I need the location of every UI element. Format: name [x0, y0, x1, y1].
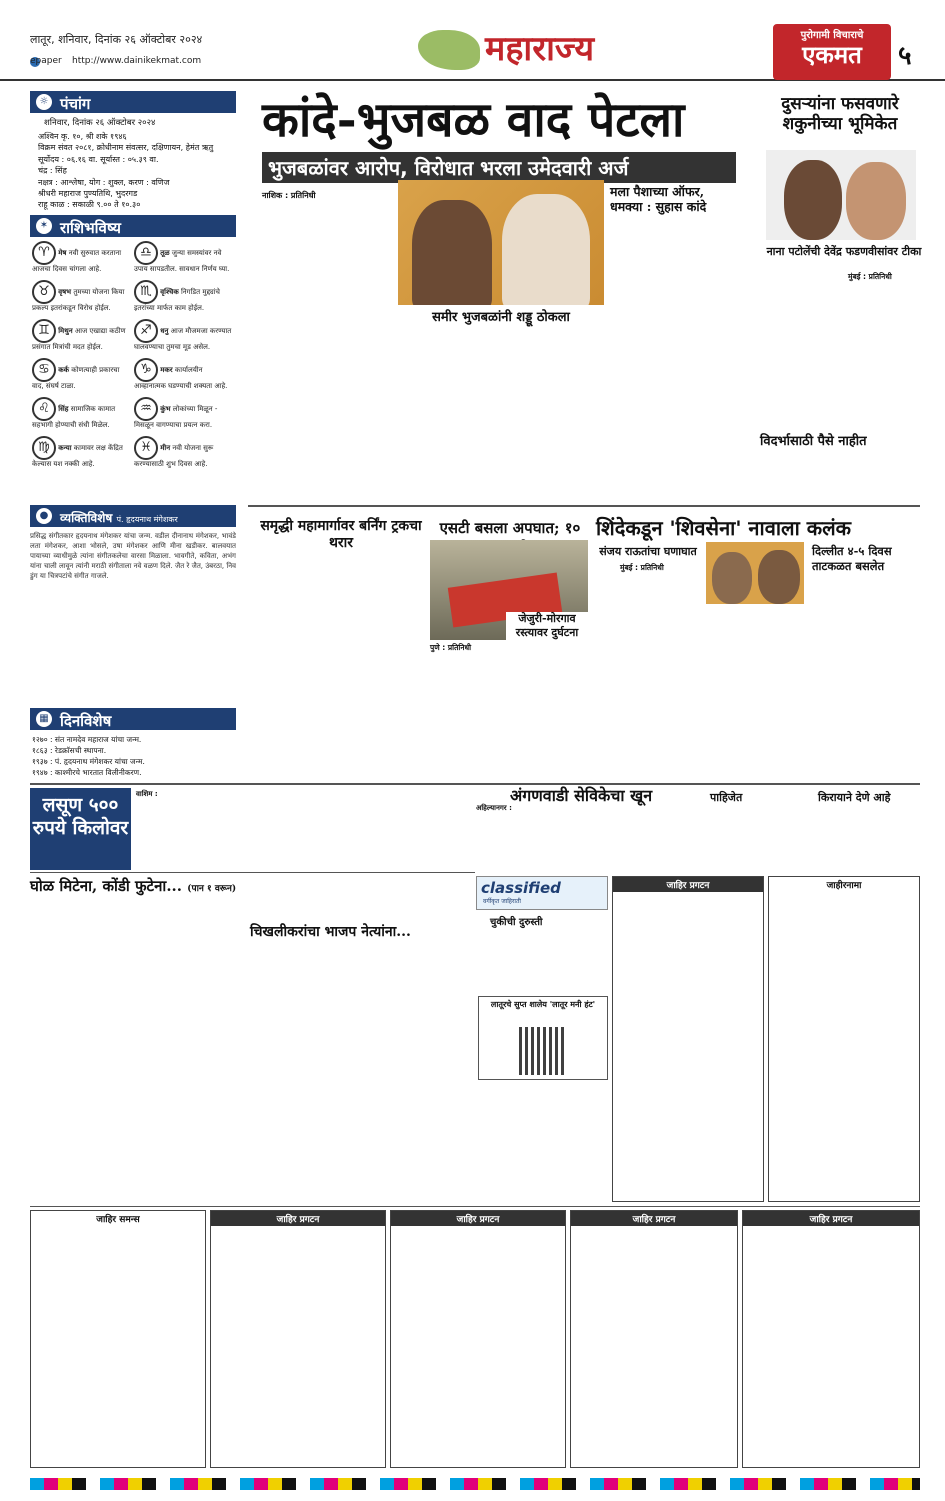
- panchang-line: अश्विन कृ. १०, श्री शके १९४६: [38, 132, 127, 141]
- ghol-body-col2: [250, 895, 466, 920]
- notice-heading: जाहिर प्रगटन: [571, 1211, 737, 1226]
- dinvishesh-item: १२७० : संत नामदेव महाराज यांचा जन्म.: [32, 735, 142, 744]
- politician-photo-left: [412, 200, 492, 310]
- epaper-label: epaper: [30, 56, 62, 66]
- brand-logo: एकमत: [802, 40, 862, 69]
- rashi-grid: [32, 241, 236, 481]
- notice-heading: जाहिर समन्स: [31, 1211, 205, 1226]
- dinvishesh-item: १९३७ : पं. हृदयनाथ मंगेशकर यांचा जन्म.: [32, 757, 145, 766]
- panchang-line: सूर्योदय : ०६.१६ वा. सूर्यास्त : ०५.३९ वा.: [38, 154, 159, 164]
- pisces-icon: ♓: [134, 436, 158, 460]
- school-ad: [478, 996, 608, 1080]
- lead-byline: नाशिक : प्रतिनिधी: [262, 191, 316, 200]
- capricorn-icon: ♑: [134, 358, 158, 382]
- notice-body: [769, 892, 919, 1202]
- notice-ad-6: [570, 1210, 738, 1468]
- rashi-item: ♉ वृषभ तुमच्या योजना किया प्रकल्प इतरांकडून विरोध होईल.: [32, 280, 132, 313]
- tagline: पुरोगामी विचाराचे: [800, 30, 864, 41]
- aquarius-icon: ♒: [134, 397, 158, 421]
- notice-heading: जाहिर प्रगटन: [613, 877, 763, 892]
- bhade-body: [808, 806, 920, 868]
- panchang-line: श्रीधरी महाराज पुण्यतिथि, भुदरगड: [38, 189, 138, 199]
- panchang-line: विक्रम संवत २०८१, क्रोधीनाम संवत्सर, दक्षिणायन, हेमंत ऋतु: [38, 143, 214, 153]
- ghol-body-col1: [30, 895, 246, 1205]
- lead-photo-caption: समीर भुजबळांनी शड्डू ठोकला: [398, 305, 604, 327]
- dinvishesh-list: [32, 734, 236, 778]
- lead-headline: कांदे-भुजबळ वाद पेटला: [262, 92, 685, 148]
- sun-icon: ☼: [36, 94, 52, 110]
- notice-body: [571, 1226, 737, 1466]
- panchang-date: शनिवार, दिनांक २६ ऑक्टोबर २०२४: [44, 118, 156, 128]
- shinde-headline: शिंदेकडून 'शिवसेना' नावाला कलंक: [596, 516, 851, 540]
- lasun-box: [30, 788, 131, 870]
- dinvishesh-title: दिनविशेष: [60, 712, 112, 730]
- cancer-icon: ♋: [32, 358, 56, 382]
- divider: [30, 872, 475, 873]
- epaper-url[interactable]: http://www.dainikekmat.com: [72, 56, 202, 66]
- samruddhi-headline: समृद्धी महामार्गावर बर्निंग ट्रकचा थरार: [260, 518, 422, 551]
- zodiac-icon: ✶: [36, 218, 52, 234]
- stbus-body-2: [506, 656, 588, 781]
- politician-photo-right: [502, 194, 590, 310]
- pahije-body: [688, 806, 798, 868]
- masthead: [0, 0, 945, 84]
- anganwadi-location: अहिल्यानगर :: [476, 804, 512, 812]
- shakuni-byline: मुंबई : प्रतिनिधी: [848, 272, 892, 281]
- stbus-body: [432, 656, 502, 781]
- ghol-headline-text: घोळ मिटेना, कोंडी फुटेना...: [30, 877, 182, 895]
- scorpio-icon: ♏: [134, 280, 158, 304]
- rashi-item: ♓ मीन नवी योजना सुरू करण्यासाठी शुभ दिवस आहे.: [134, 436, 234, 469]
- notice-heading: जाहिर प्रगटन: [743, 1211, 919, 1226]
- notice-ad-2: [768, 876, 920, 1202]
- vyakti-title: व्यक्तिविशेष: [60, 511, 113, 525]
- classified-label: classified: [481, 879, 561, 897]
- section-title: महाराज्य: [485, 29, 595, 69]
- shakuni-body: [762, 285, 918, 425]
- shinde-byline: मुंबई : प्रतिनिधी: [620, 563, 664, 572]
- notice-heading: जाहिर प्रगटन: [211, 1211, 385, 1226]
- map-graphic: [418, 30, 480, 70]
- gemini-icon: ♊: [32, 319, 56, 343]
- vidarbha-headline: विदर्भासाठी पैसे नाहीत: [760, 434, 867, 449]
- page-number: ५: [898, 41, 912, 71]
- rashi-item: ♌ सिंह सामाजिक कामात सहभागी होण्याची संधी मिळेल.: [32, 397, 132, 430]
- vidarbha-body: [760, 450, 918, 505]
- notice-body: [211, 1226, 385, 1466]
- lead-inset-body: [610, 222, 738, 502]
- rashi-item: ♏ वृश्चिक निगडित मुद्द्यांचे इतरांच्या मार्फत काम होईल.: [134, 280, 234, 313]
- brand-box: [773, 24, 891, 80]
- anganwadi-headline: अंगणवाडी सेविकेचा खून: [510, 786, 653, 805]
- taurus-icon: ♉: [32, 280, 56, 304]
- notice-body: [743, 1226, 919, 1466]
- rashi-item: ♒ कुंभ लोकांच्या मिळून - मिसळून वागण्याचा प्रयत्न करा.: [134, 397, 234, 430]
- panchang-line: राहू काळ : सकाळी ९.०० ते १०.३०: [38, 200, 141, 210]
- lead-inset-title: मला पैशाच्या ऑफर, धमक्या : सुहास कांदे: [610, 184, 740, 214]
- panchang-bar: [30, 91, 236, 113]
- shakuni-photo: [766, 150, 916, 240]
- rashi-bar: [30, 215, 236, 237]
- libra-icon: ♎: [134, 241, 158, 265]
- dinvishesh-item: १८६३ : रेडक्रॉसची स्थापना.: [32, 746, 107, 755]
- rashi-item: ♍ कन्या कामावर लक्ष केंद्रित केल्यास यश नक्की आहे.: [32, 436, 132, 469]
- lead-body-col1: [254, 203, 394, 505]
- leo-icon: ♌: [32, 397, 56, 421]
- lead-body-center: [398, 330, 606, 500]
- panchang-title: पंचांग: [60, 95, 91, 113]
- rashi-item: ♊ मिथुन आज एखाद्या कठीण प्रसंगात मित्रांची मदत होईल.: [32, 319, 132, 352]
- color-registration-bar: [30, 1478, 920, 1490]
- lead-subhead: भुजबळांवर आरोप, विरोधात भरला उमेदवारी अर्ज: [262, 152, 736, 183]
- shakuni-caption: नाना पटोलेंची देवेंद्र फडणवीसांवर टीका: [766, 245, 922, 258]
- divider: [30, 783, 920, 785]
- notice-body: [613, 892, 763, 1202]
- chikhli-headline: चिखलीकरांचा भाजप नेत्यांना...: [250, 924, 411, 940]
- anganwadi-body: [476, 812, 682, 870]
- sagittarius-icon: ♐: [134, 319, 158, 343]
- notice-body: [31, 1226, 205, 1466]
- samruddhi-body: [254, 556, 426, 781]
- person-icon: ●: [36, 508, 52, 524]
- notice-heading: जाहीरनामा: [769, 877, 919, 892]
- calendar-icon: ▦: [36, 711, 52, 727]
- lasun-location: वाशिम :: [136, 790, 158, 798]
- rashi-item: ♋ कर्क कोणत्याही प्रकारचा वाद, संघर्ष टाळा.: [32, 358, 132, 391]
- aries-icon: ♈: [32, 241, 56, 265]
- ghol-subhead: (पान १ वरून): [187, 884, 237, 894]
- notice-ad-5: [390, 1210, 566, 1468]
- dateline: लातूर, शनिवार, दिनांक २६ ऑक्टोबर २०२४: [30, 33, 203, 46]
- school-ad-title: लातूरचे सुप्त शालेय 'लातूर मनी हंट': [490, 1000, 596, 1009]
- rashi-item: ♎ तूळ जुन्या समस्यांवर नवे उपाय सापडतील. सावधान निर्णय घ्या.: [134, 241, 234, 274]
- dinvishesh-bar: [30, 708, 236, 730]
- vyakti-subtitle: पं. हृदयनाथ मंगेशकर: [116, 515, 178, 524]
- vyakti-body: प्रसिद्ध संगीतकार हृदयनाथ मंगेशकर यांचा जन्म. वडील दीनानाथ मंगेशकर, भावंडे लता मंगेशकर, आशा भोसले, उषा मंगेशकर आणि मीना खडीकर. बालवयात पायाच्या व्याधीमुळे त्यांना संगीतकलेचा वारसा मिळाला. भावगीते, कविता, अभंग यांना चाली लावून त्यांनी मराठी संगीताला नवे वळण दिले. जैत रे जैत, उंबरठा, निवडुंग या चित्रपटांचे संगीत गाजले.: [30, 532, 236, 580]
- classified-sub: वर्गीकृत जाहिराती: [483, 898, 521, 905]
- politician-photo-fadnavis: [846, 162, 906, 240]
- shinde-subhead: संजय राऊतांचा घणाघात: [599, 545, 697, 558]
- shinde-body: [596, 576, 806, 781]
- lasun-body: [136, 800, 466, 870]
- qr-code[interactable]: [519, 1027, 567, 1075]
- ghol-headline: [30, 876, 470, 896]
- chikhli-body: [250, 942, 468, 1204]
- pahije-head: पाहिजेत: [710, 791, 743, 804]
- vyakti-bar: [30, 505, 236, 527]
- lasun-headline: लसूण ५०० रुपये किलोवर: [32, 794, 129, 839]
- classified-badge: [476, 876, 608, 910]
- dinvishesh-item: १९४७ : काश्मीरचे भारतात विलीनीकरण.: [32, 768, 142, 777]
- divider: [30, 1206, 920, 1207]
- notice-ad-7: [742, 1210, 920, 1468]
- notice-ad-4: [210, 1210, 386, 1468]
- politician-photo-patole: [784, 160, 842, 240]
- stbus-headline: एसटी बसला अपघात; १०: [439, 519, 581, 537]
- rashi-item: ♑ मकर कार्यालयीन आव्हानात्मक घडण्याची शक्यता आहे.: [134, 358, 234, 391]
- notice-ad-3: [30, 1210, 206, 1468]
- bhade-head: किरायाने देणे आहे: [818, 791, 891, 804]
- panchang-list: [38, 131, 236, 211]
- shinde-side-body: [812, 580, 922, 780]
- rashi-title: राशिभविष्य: [60, 219, 121, 237]
- notice-heading: जाहिर प्रगटन: [391, 1211, 565, 1226]
- rashi-item: ♈ मेष नवी सुरुवात करताना आजचा दिवस चांगला आहे.: [32, 241, 132, 274]
- virgo-icon: ♍: [32, 436, 56, 460]
- classified-notice-head: चुकीची दुरुस्ती: [490, 917, 543, 928]
- stbus-subhead: जेजुरी-मोरगाव रस्त्यावर दुर्घटना: [506, 612, 588, 640]
- shinde-side-head: दिल्लीत ४-५ दिवस ताटकळत बसलेत: [812, 544, 892, 573]
- notice-body: [391, 1226, 565, 1466]
- notice-ad-1: [612, 876, 764, 1202]
- panchang-line: नक्षत्र : आश्लेषा, योग : शुक्ल, करण : वणिज: [38, 177, 170, 187]
- classified-notice-body: [478, 928, 608, 992]
- stbus-byline: पुणे : प्रतिनिधी: [430, 643, 472, 652]
- shakuni-headline: दुसऱ्यांना फसवणारे शकुनीच्या भूमिकेत: [781, 94, 899, 134]
- divider: [248, 505, 920, 507]
- panchang-line: चंद्र : सिंह: [38, 166, 67, 176]
- rashi-item: ♐ धनु आज मौजमजा करण्यात घालवण्याचा तुमचा मूड असेल.: [134, 319, 234, 352]
